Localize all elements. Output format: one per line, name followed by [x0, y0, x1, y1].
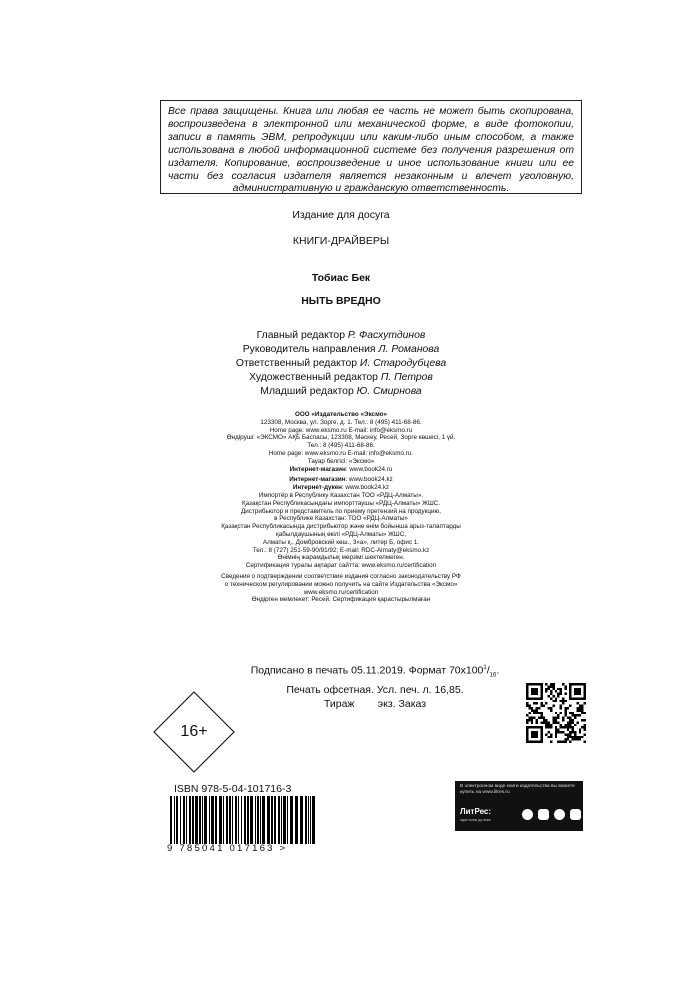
- kz-line: Қазақстан Республикасында дистрибьютор және өнім бойынша арыз-талаптарды: [221, 523, 461, 531]
- print-type: Печать офсетная. Усл. печ. л. 16,85.: [286, 683, 464, 696]
- shop-ru: Интернет-магазин: www.book24.ru: [289, 465, 393, 473]
- kz-line: в Республике Казахстан: ТОО «РДЦ-Алматы»: [274, 515, 408, 523]
- publisher-kz-web: Home page: www.eksmo.ru E-mail: info@eksmo.ru.: [268, 449, 414, 457]
- publisher-trademark: Тауар белгісі: «Эксмо»: [307, 457, 375, 465]
- kz-line: қабылдаушының өкілі «РДЦ-Алматы» ЖШС,: [275, 530, 406, 538]
- publisher-info: [0, 411, 682, 604]
- litres-tagline: один клик до книг: [460, 818, 491, 822]
- edition-type: Издание для досуга: [292, 209, 390, 221]
- editor-line: Ответственный редактор И. Стародубцева: [235, 358, 447, 369]
- kz-line: Алматы қ., Домбровский көш., 3«а», литер Б, офис 1.: [262, 538, 420, 546]
- isbn: ISBN 978-5-04-101716-3: [174, 783, 292, 795]
- cert-line: Сведения о подтверждении соответствия издания согласно законодательству РФ: [221, 572, 461, 580]
- print-signed: Подписано в печать 05.11.2019. Формат $70x100^1/_{16}$.: [250, 664, 500, 679]
- print-details: [230, 661, 520, 711]
- barcode-digits: 9 785041 017163 >: [167, 843, 288, 854]
- shop-kz2: Интернет-дүкен: www.book24.kz: [292, 484, 390, 492]
- series-name: КНИГИ-ДРАЙВЕРЫ: [292, 235, 390, 247]
- copyright-notice: Все права защищены. Книга или любая ее часть не может быть скопирована, воспроизведена в электронной или механической форме, в виде фотокопии, записи в память ЭВМ, репродукции или каким-либо иным способом, а также использована в любой информационной системе без получения разрешения от издателя. Копирование, воспроизведение и иное использование книги или ее части без согласия издателя является незаконным и влечет уголовную, административную и гражданскую ответственность.: [160, 100, 582, 194]
- kz-line: Қазақстан Республикасындағы импорттаушы «РДЦ-Алматы» ЖШС.: [241, 499, 441, 507]
- publisher-address: 123308, Москва, ул. Зорге, д. 1. Тел.: 8 (495) 411-68-86.: [260, 418, 422, 426]
- kz-line: Дистрибьютор и представитель по приему претензий на продукцию,: [241, 507, 441, 515]
- print-circulation: Тираж экз. Заказ: [323, 697, 427, 710]
- editor-line: Художественный редактор П. Петров: [249, 372, 433, 383]
- publisher-kz-tel: Тел.: 8 (495) 411-68-86.: [307, 442, 375, 450]
- apple-icon: [522, 809, 533, 820]
- publisher-name: ООО «Издательство «Эксмо»: [294, 411, 387, 418]
- kz-line: Импортёр в Республику Казахстан ТОО «РДЦ-Алматы».: [258, 491, 424, 499]
- barcode-icon: [168, 796, 318, 844]
- cert-line: Өндірген мемлекет: Ресей. Сертификация қарастырылмаған: [251, 596, 431, 604]
- cert-line: о техническом регулировании можно получить на сайте Издательства «Эксмо»: [224, 580, 458, 588]
- shop-kz: Интернет-магазин: www.book24.kz: [289, 476, 393, 484]
- store-icon: [554, 809, 565, 820]
- windows-icon: [570, 809, 581, 820]
- kz-line: Тел.: 8 (727) 251-59-90/91/92; E-mail: RDC-Almaty@eksmo.kz: [252, 546, 430, 554]
- platform-icons: [522, 809, 581, 820]
- litres-banner: [455, 781, 583, 831]
- kz-line: Өнімнің жарамдылық мерзімі шектелмеген.: [277, 554, 405, 562]
- author-name: Тобиас Бек: [311, 272, 371, 284]
- editor-line: Руководитель направления Л. Романова: [242, 344, 440, 355]
- litres-text: В электронном виде книги издательства вы можете купить на www.litres.ru: [460, 784, 575, 795]
- publisher-kz-maker: Өндіруші: «ЭКСМО» АҚБ Баспасы, 123308, Мәскеу, Ресей, Зорге көшесі, 1 үй.: [226, 434, 456, 442]
- age-rating: 16+: [180, 723, 208, 740]
- qr-code-icon: [526, 683, 586, 743]
- book-title: НЫТЬ ВРЕДНО: [301, 295, 381, 307]
- editors-list: [0, 329, 682, 399]
- editor-line: Главный редактор Р. Фасхутдинов: [256, 330, 426, 341]
- publisher-web: Home page: www.eksmo.ru E-mail: info@eksmo.ru: [269, 426, 413, 434]
- litres-logo: ЛитРес:: [460, 807, 492, 816]
- kz-line: Сертификация туралы ақпарат сайтта: www.eksmo.ru/certification: [245, 562, 437, 570]
- android-icon: [538, 809, 549, 820]
- cert-line: www.eksmo.ru/certification: [303, 588, 379, 596]
- editor-line: Младший редактор Ю. Смирнова: [260, 386, 422, 397]
